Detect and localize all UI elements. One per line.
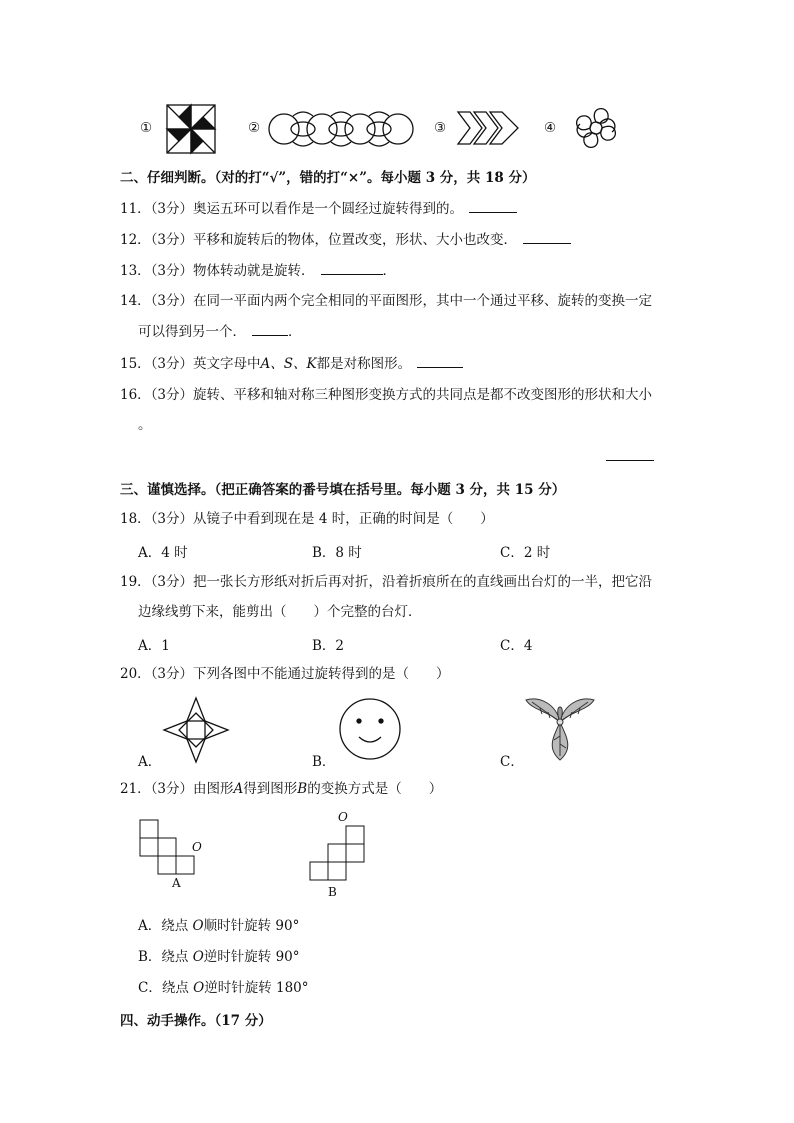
- q21-option-c[interactable]: C．绕点 O逆时针旋转 180°: [138, 980, 309, 996]
- figure-label-3: ③: [434, 120, 447, 136]
- q20-option-a[interactable]: A．: [138, 754, 162, 770]
- section4-heading: 四、动手操作。（17 分）: [120, 1013, 272, 1029]
- question-12: 12．（3分）平移和旋转后的物体，位置改变，形状、大小也改变．: [120, 230, 571, 249]
- answer-blank[interactable]: [469, 199, 517, 213]
- figure-b-squares: [310, 826, 370, 886]
- q19-option-b[interactable]: B．2: [312, 638, 345, 654]
- section3-heading: 三、谨慎选择。（把正确答案的番号填在括号里。每小题 3 分，共 15 分）: [120, 482, 566, 498]
- q19-option-a[interactable]: A．1: [138, 638, 170, 654]
- q21-option-b[interactable]: B．绕点 O逆时针旋转 90°: [138, 949, 300, 965]
- question-14: 14．（3分）在同一平面内两个完全相同的平面图形，其中一个通过平移、旋转的变换一定: [120, 293, 653, 309]
- figure-b-label: B: [328, 885, 337, 899]
- q18-option-b[interactable]: B．8 时: [312, 545, 362, 561]
- question-19-cont: 边缘线剪下来，能剪出（ ）个完整的台灯．: [138, 604, 422, 620]
- q19-option-c[interactable]: C．4: [500, 638, 533, 654]
- q18-option-a[interactable]: A．4 时: [138, 545, 188, 561]
- question-16: 16．（3分）旋转、平移和轴对称三种图形变换方式的共同点是都不改变图形的形状和大小: [120, 387, 653, 403]
- question-19: 19．（3分）把一张长方形纸对折后再对折，沿着折痕所在的直线画出台灯的一半，把它沿: [120, 574, 653, 590]
- swirl-flower-figure: [570, 102, 622, 154]
- q20-option-c[interactable]: C．: [500, 754, 524, 770]
- figure-a-label: A: [172, 876, 181, 890]
- point-o-label-a: O: [192, 840, 202, 854]
- question-16-cont: 。: [138, 417, 152, 433]
- answer-blank[interactable]: [606, 448, 654, 461]
- answer-blank[interactable]: [321, 261, 383, 275]
- circle-chain-figure: [268, 108, 416, 150]
- question-18: 18．（3分）从镜子中看到现在是 4 时，正确的时间是（ ）: [120, 511, 494, 527]
- figure-label-1: ①: [140, 120, 153, 136]
- q20-option-b[interactable]: B．: [312, 754, 336, 770]
- figure-label-4: ④: [544, 120, 557, 136]
- question-15: 15．（3分）英文字母中A、S、K都是对称图形。: [120, 354, 463, 373]
- question-11: 11．（3分）奥运五环可以看作是一个圆经过旋转得到的。: [120, 199, 517, 218]
- q21-option-a[interactable]: A．绕点 O顺时针旋转 90°: [138, 918, 300, 934]
- question-21: 21．（3分）由图形A得到图形B的变换方式是（ ）: [120, 781, 443, 797]
- section2-heading: 二、仔细判断。（对的打“√”，错的打“×”。每小题 3 分，共 18 分）: [120, 170, 536, 186]
- answer-blank[interactable]: [523, 230, 571, 244]
- three-leaf-figure: [524, 696, 596, 762]
- q18-option-c[interactable]: C．2 时: [500, 545, 551, 561]
- pinwheel-figure: [166, 104, 216, 154]
- answer-blank[interactable]: [252, 322, 288, 336]
- figure-label-2: ②: [248, 120, 261, 136]
- question-13: 13．（3分）物体转动就是旋转． ．: [120, 263, 397, 279]
- question-20: 20．（3分）下列各图中不能通过旋转得到的是（ ）: [120, 666, 450, 682]
- point-o-label-b: O: [338, 810, 348, 824]
- question-14-cont: 可以得到另一个． ．: [138, 324, 302, 340]
- smiley-face-figure: [338, 697, 402, 761]
- chevron-arrows-figure: [456, 110, 520, 146]
- answer-blank[interactable]: [417, 354, 463, 368]
- four-point-star-figure: [162, 696, 230, 764]
- figure-a-squares: [140, 820, 200, 880]
